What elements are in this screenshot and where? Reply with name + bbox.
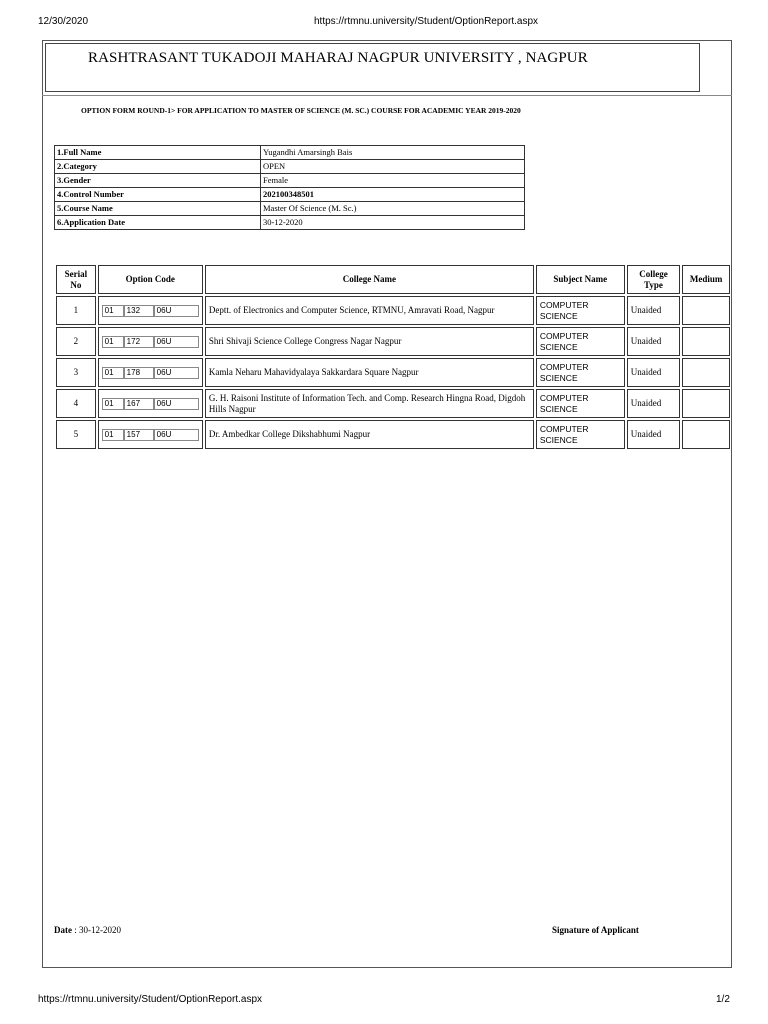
option-row bbox=[56, 296, 730, 325]
college-name-cell: G. H. Raisoni Institute of Information Tech. and Comp. Research Hingna Road, Digdoh Hills Nagpur bbox=[205, 389, 534, 418]
option-row bbox=[56, 420, 730, 449]
detail-row bbox=[55, 174, 525, 188]
serial-cell: 2 bbox=[56, 327, 96, 356]
subject-name-cell: COMPUTER SCIENCE bbox=[536, 389, 625, 418]
form-heading: OPTION FORM ROUND-1> FOR APPLICATION TO MASTER OF SCIENCE (M. SC.) COURSE FOR ACADEMIC YEAR 2019-2020 bbox=[81, 106, 521, 115]
detail-value: Master Of Science (M. Sc.) bbox=[261, 202, 525, 216]
option-code-cell bbox=[98, 327, 203, 356]
applicant-details-table bbox=[54, 145, 525, 230]
college-type-cell: Unaided bbox=[627, 358, 680, 387]
detail-label: 6.Application Date bbox=[55, 216, 261, 230]
college-type-cell: Unaided bbox=[627, 389, 680, 418]
college-type-cell: Unaided bbox=[627, 420, 680, 449]
option-code-field: 06U bbox=[154, 305, 199, 317]
option-code-field: 167 bbox=[124, 398, 154, 410]
college-name-cell: Shri Shivaji Science College Congress Nagar Nagpur bbox=[205, 327, 534, 356]
subject-name-cell: COMPUTER SCIENCE bbox=[536, 358, 625, 387]
option-code-field: 01 bbox=[102, 367, 124, 379]
college-name-cell: Dr. Ambedkar College Dikshabhumi Nagpur bbox=[205, 420, 534, 449]
detail-label: 4.Control Number bbox=[55, 188, 261, 202]
option-code-field: 01 bbox=[102, 336, 124, 348]
option-code-field: 06U bbox=[154, 398, 199, 410]
header-subject-name: Subject Name bbox=[536, 265, 625, 294]
options-header-row bbox=[56, 265, 730, 294]
header-serial-no: Serial No bbox=[56, 265, 96, 294]
subject-name-cell: COMPUTER SCIENCE bbox=[536, 296, 625, 325]
header-medium: Medium bbox=[682, 265, 730, 294]
detail-value: Yugandhi Amarsingh Bais bbox=[261, 146, 525, 160]
option-code-field: 06U bbox=[154, 429, 199, 441]
college-type-cell: Unaided bbox=[627, 296, 680, 325]
detail-label: 5.Course Name bbox=[55, 202, 261, 216]
medium-cell bbox=[682, 389, 730, 418]
detail-value: Female bbox=[261, 174, 525, 188]
subject-name-cell: COMPUTER SCIENCE bbox=[536, 420, 625, 449]
options-table bbox=[54, 263, 732, 451]
option-code-field: 178 bbox=[124, 367, 154, 379]
print-header-url: https://rtmnu.university/Student/OptionReport.aspx bbox=[314, 16, 538, 27]
subject-name-cell: COMPUTER SCIENCE bbox=[536, 327, 625, 356]
print-footer-url: https://rtmnu.university/Student/OptionReport.aspx bbox=[38, 994, 262, 1005]
detail-row bbox=[55, 188, 525, 202]
college-type-cell: Unaided bbox=[627, 327, 680, 356]
option-code-field: 06U bbox=[154, 367, 199, 379]
college-name-cell: Deptt. of Electronics and Computer Science, RTMNU, Amravati Road, Nagpur bbox=[205, 296, 534, 325]
serial-cell: 4 bbox=[56, 389, 96, 418]
print-footer-page: 1/2 bbox=[716, 994, 730, 1005]
footer-date: Date : 30-12-2020 bbox=[54, 925, 122, 935]
option-code-field: 06U bbox=[154, 336, 199, 348]
option-row bbox=[56, 358, 730, 387]
option-code-cell bbox=[98, 358, 203, 387]
college-name-cell: Kamla Neharu Mahavidyalaya Sakkardara Square Nagpur bbox=[205, 358, 534, 387]
option-row bbox=[56, 327, 730, 356]
option-code-field: 01 bbox=[102, 429, 124, 441]
option-code-field: 01 bbox=[102, 305, 124, 317]
detail-label: 2.Category bbox=[55, 160, 261, 174]
detail-label: 3.Gender bbox=[55, 174, 261, 188]
serial-cell: 3 bbox=[56, 358, 96, 387]
option-code-field: 132 bbox=[124, 305, 154, 317]
signature-label: Signature of Applicant bbox=[552, 925, 639, 935]
detail-label: 1.Full Name bbox=[55, 146, 261, 160]
detail-value: OPEN bbox=[261, 160, 525, 174]
option-code-field: 172 bbox=[124, 336, 154, 348]
detail-row bbox=[55, 216, 525, 230]
print-header-date: 12/30/2020 bbox=[38, 16, 89, 27]
medium-cell bbox=[682, 296, 730, 325]
serial-cell: 5 bbox=[56, 420, 96, 449]
detail-row bbox=[55, 202, 525, 216]
date-label: Date bbox=[54, 925, 72, 935]
option-code-cell bbox=[98, 420, 203, 449]
header-option-code: Option Code bbox=[98, 265, 203, 294]
header-college-name: College Name bbox=[205, 265, 534, 294]
university-title: RASHTRASANT TUKADOJI MAHARAJ NAGPUR UNIVERSITY , NAGPUR bbox=[88, 50, 588, 66]
medium-cell bbox=[682, 420, 730, 449]
option-code-cell bbox=[98, 389, 203, 418]
detail-row bbox=[55, 146, 525, 160]
date-value: 30-12-2020 bbox=[79, 925, 122, 935]
serial-cell: 1 bbox=[56, 296, 96, 325]
detail-value: 30-12-2020 bbox=[261, 216, 525, 230]
option-code-cell bbox=[98, 296, 203, 325]
option-code-field: 157 bbox=[124, 429, 154, 441]
header-college-type: College Type bbox=[627, 265, 680, 294]
detail-row bbox=[55, 160, 525, 174]
medium-cell bbox=[682, 327, 730, 356]
detail-value: 202100348501 bbox=[261, 188, 525, 202]
option-code-field: 01 bbox=[102, 398, 124, 410]
option-row bbox=[56, 389, 730, 418]
medium-cell bbox=[682, 358, 730, 387]
divider bbox=[42, 95, 732, 96]
